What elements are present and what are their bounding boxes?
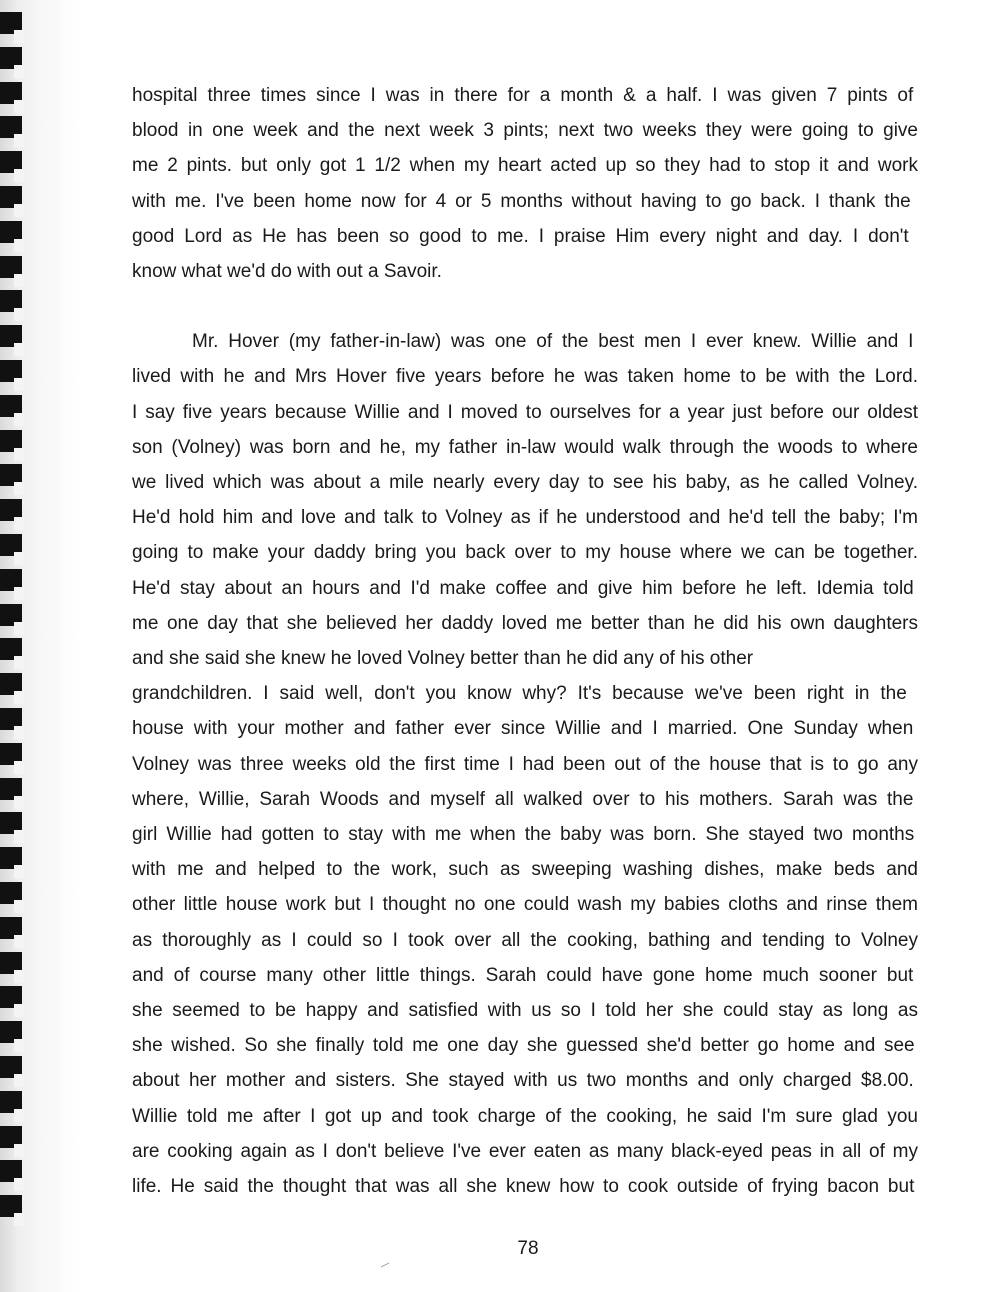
binding-hole [14,970,24,983]
binding-hole [14,413,24,426]
text-line: grandchildren. I said well, don't you know why? It's because we've been right in the [132,683,907,705]
binding-hole [14,1039,24,1052]
paragraph [132,78,918,289]
text-line: me one day that she believed her daddy loved me better than he did his own daughters [132,612,918,634]
text-line: going to make your daddy bring you back over to my house where we can be together. [132,542,918,564]
text-line: hospital three times since I was in there for a month & a half. I was given 7 pints of [132,85,914,106]
text-line: about her mother and sisters. She stayed with us two months and only charged $8.00. [132,1070,914,1092]
text-line: with me. I've been home now for 4 or 5 months without having to go back. I thank the [132,190,911,212]
text-line: as thoroughly as I could so I took over all the cooking, bathing and tending to Volney [132,929,918,951]
spiral-binding [0,0,80,1292]
text-line: and of course many other little things. Sarah could have gone home much sooner but [132,964,914,986]
binding-hole [14,134,24,147]
text-line: He'd hold him and love and talk to Volney as if he understood and he'd tell the baby; I'm [132,507,918,529]
text-line: son (Volney) was born and he, my father in-law would walk through the woods to where [132,436,918,458]
binding-hole [14,1004,24,1017]
binding-hole [14,343,24,356]
binding-hole [14,100,24,113]
text-line: He'd stay about an hours and I'd make coffee and give him before he left. Idemia told [132,577,914,599]
binding-hole [14,656,24,669]
binding-hole [14,65,24,78]
binding-hole [14,552,24,565]
binding-hole [14,830,24,843]
text-line: girl Willie had gotten to stay with me when the baby was born. She stayed two months [132,824,915,846]
binding-hole [14,691,24,704]
binding-hole [14,1178,24,1191]
binding-hole [14,308,24,321]
text-line: me 2 pints. but only got 1 1/2 when my heart acted up so they had to stop it and work [132,155,918,177]
binding-hole [14,761,24,774]
binding-hole [14,1144,24,1157]
binding-hole [14,517,24,530]
binding-hole [14,726,24,739]
pencil-mark [380,1262,390,1268]
text-line: know what we'd do with out a Savoir. [132,261,442,283]
binding-hole [14,587,24,600]
binding-hole [14,622,24,635]
text-line: house with your mother and father ever since Willie and I married. One Sunday when [132,718,914,740]
text-line: and she said she knew he loved Volney better than he did any of his other [132,648,754,670]
text-line: lived with he and Mrs Hover five years before he was taken home to be with the Lord. [132,366,918,388]
text-line: I say five years because Willie and I moved to ourselves for a year just before our oldest [132,401,918,423]
binding-hole [14,239,24,252]
text-line: she wished. So she finally told me one day she guessed she'd better go home and see [132,1035,915,1057]
text-line: Mr. Hover (my father-in-law) was one of the best men I ever knew. Willie and I [192,331,914,353]
text-line: with me and helped to the work, such as sweeping washing dishes, make beds and [132,859,918,881]
text-line: Volney was three weeks old the first time I had been out of the house that is to go any [132,753,918,775]
text-line: she seemed to be happy and satisfied with us so I told her she could stay as long as [132,1000,918,1022]
page-text [132,78,918,1204]
binding-hole [14,169,24,182]
binding-hole [14,482,24,495]
text-line: we lived which was about a mile nearly every day to see his baby, as he called Volney. [132,472,918,494]
binding-hole [14,30,24,43]
text-line: Willie told me after I got up and took charge of the cooking, he said I'm sure glad you [132,1105,918,1127]
text-line: blood in one week and the next week 3 pints; next two weeks they were going to give [132,120,918,142]
binding-hole [14,900,24,913]
text-line: where, Willie, Sarah Woods and myself all walked over to his mothers. Sarah was the [132,788,914,810]
paragraph [132,324,918,1204]
text-line: are cooking again as I don't believe I've ever eaten as many black-eyed peas in all of my [132,1140,918,1162]
binding-hole [14,204,24,217]
binding-hole [14,1213,24,1226]
binding-hole [14,448,24,461]
page-number: 78 [517,1238,539,1259]
binding-hole [14,935,24,948]
binding-hole [14,1074,24,1087]
binding-hole [14,274,24,287]
text-line: other little house work but I thought no one could wash my babies cloths and rinse them [132,894,918,916]
binding-hole [14,796,24,809]
binding-hole [14,1109,24,1122]
text-line: life. He said the thought that was all she knew how to cook outside of frying bacon but [132,1176,915,1198]
binding-hole [14,378,24,391]
text-line: good Lord as He has been so good to me. I praise Him every night and day. I don't [132,225,909,247]
binding-hole [14,865,24,878]
